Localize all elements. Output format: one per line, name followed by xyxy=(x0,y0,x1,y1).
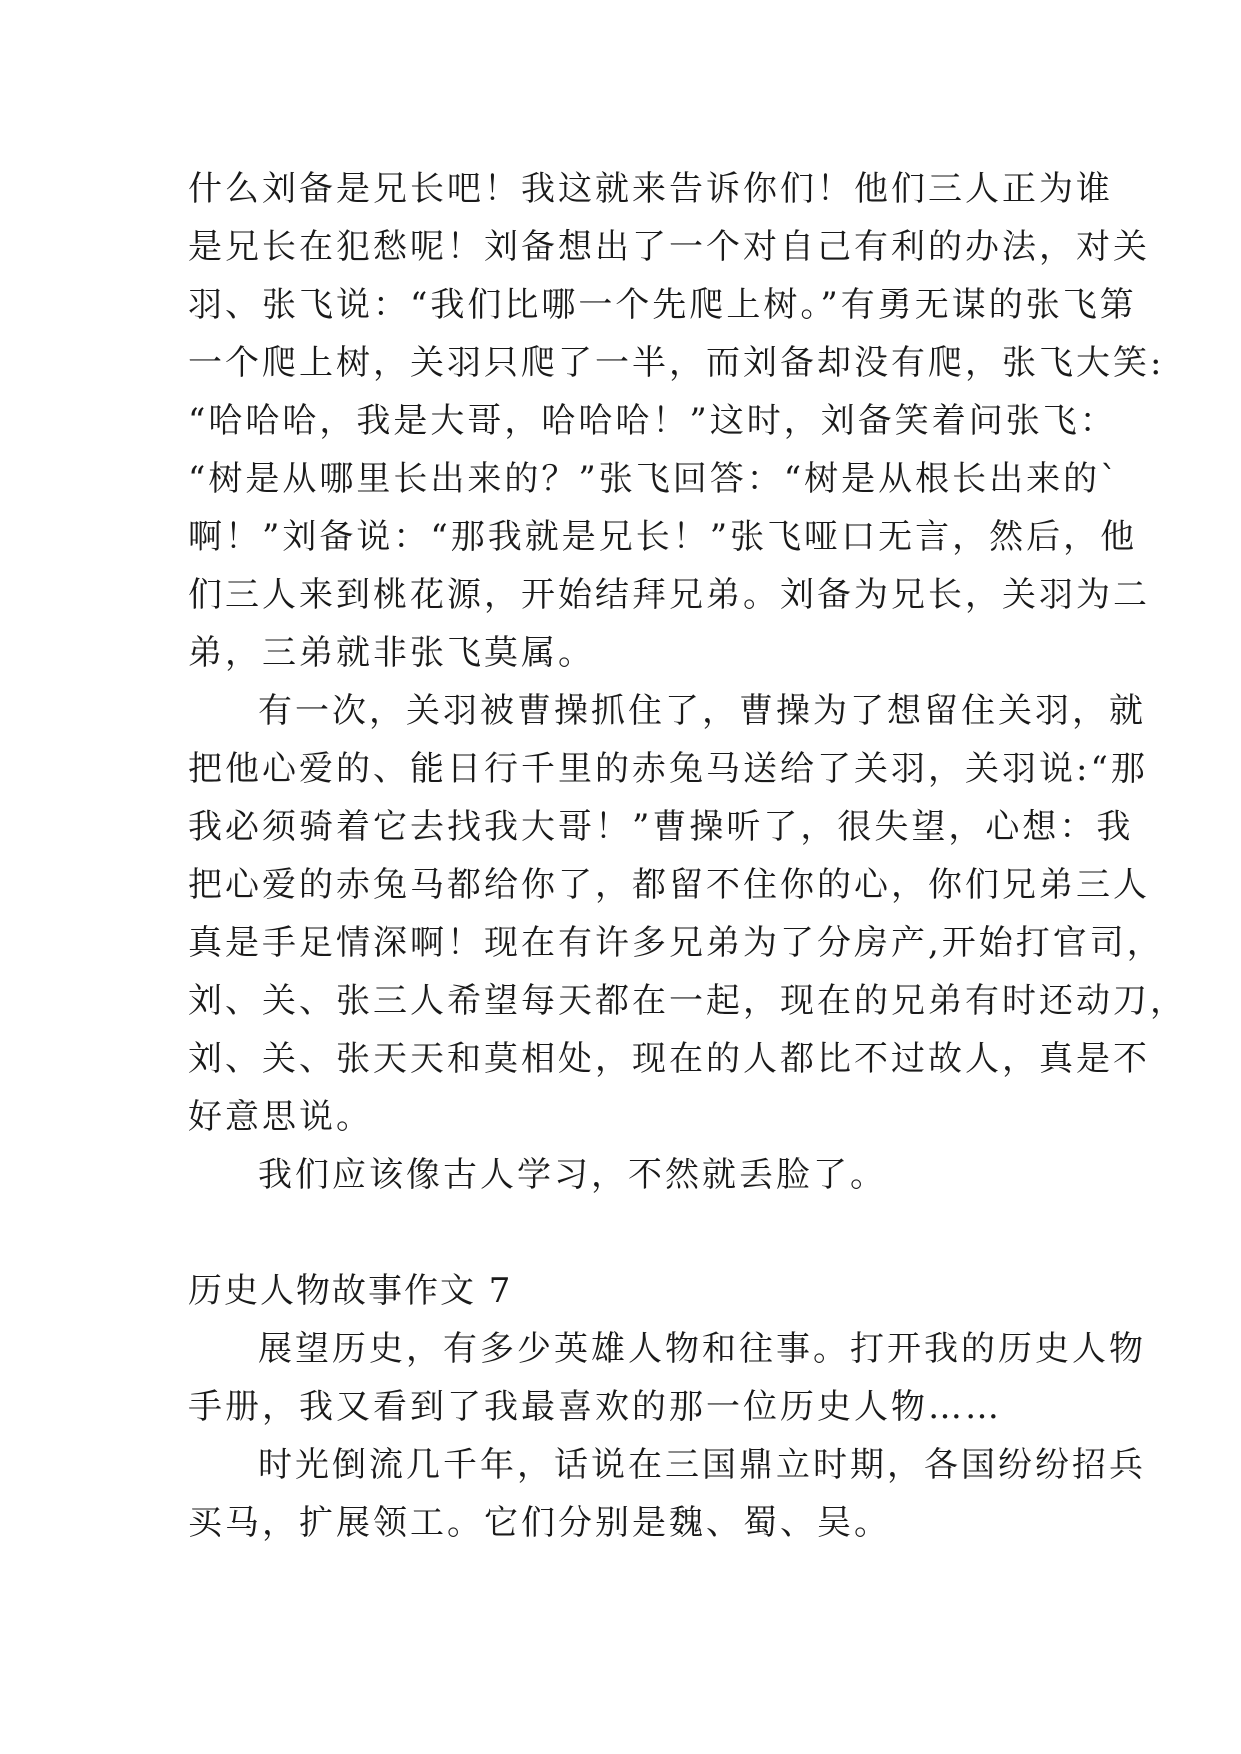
text-line: 是兄长在犯愁呢！刘备想出了一个对自己有利的办法，对关 xyxy=(188,227,1150,267)
text-line: 有一次，关羽被曹操抓住了，曹操为了想留住关羽，就 xyxy=(258,691,1146,731)
text-line: 刘、关、张天天和莫相处，现在的人都比不过故人，真是不 xyxy=(188,1039,1150,1079)
document-body xyxy=(188,160,1187,1552)
paragraph-5 xyxy=(188,1436,1146,1552)
text-line: 展望历史，有多少英雄人物和往事。打开我的历史人物 xyxy=(258,1329,1146,1369)
text-line: “哈哈哈，我是大哥，哈哈哈！”这时，刘备笑着问张飞： xyxy=(188,401,1117,441)
text-line: 刘、关、张三人希望每天都在一起，现在的兄弟有时还动刀， xyxy=(188,981,1187,1021)
text-line: 啊！”刘备说：“那我就是兄长！”张飞哑口无言，然后，他 xyxy=(188,517,1138,557)
section-heading: 历史人物故事作文 7 xyxy=(188,1271,513,1311)
text-line: “树是从哪里长出来的？”张飞回答：“树是从根长出来的` xyxy=(188,459,1121,499)
spacer xyxy=(188,1204,1058,1262)
paragraph-2 xyxy=(188,682,1187,1146)
text-line: 我必须骑着它去找我大哥！”曹操听了，很失望，心想：我 xyxy=(188,807,1134,847)
text-line: 时光倒流几千年，话说在三国鼎立时期，各国纷纷招兵 xyxy=(258,1445,1146,1485)
text-line: 把他心爱的、能日行千里的赤兔马送给了关羽，关羽说:“那 xyxy=(188,749,1148,789)
text-line: 们三人来到桃花源，开始结拜兄弟。刘备为兄长，关羽为二 xyxy=(188,575,1150,615)
paragraph-4 xyxy=(188,1320,1146,1436)
text-line: 手册，我又看到了我最喜欢的那一位历史人物…… xyxy=(188,1387,1002,1427)
text-line: 好意思说。 xyxy=(188,1097,373,1137)
text-line: 一个爬上树，关羽只爬了一半，而刘备却没有爬，张飞大笑: xyxy=(188,343,1165,383)
paragraph-1 xyxy=(188,160,1165,682)
text-line: 我们应该像古人学习，不然就丢脸了。 xyxy=(258,1155,887,1195)
text-line: 羽、张飞说：“我们比哪一个先爬上树。”有勇无谋的张飞第 xyxy=(188,285,1137,325)
text-line: 真是手足情深啊！现在有许多兄弟为了分房产,开始打官司， xyxy=(188,923,1164,963)
text-line: 弟，三弟就非张飞莫属。 xyxy=(188,633,595,673)
text-line: 买马，扩展领工。它们分别是魏、蜀、吴。 xyxy=(188,1503,891,1543)
text-line: 把心爱的赤兔马都给你了，都留不住你的心，你们兄弟三人 xyxy=(188,865,1150,905)
paragraph-3 xyxy=(188,1146,1058,1204)
text-line: 什么刘备是兄长吧！我这就来告诉你们！他们三人正为谁 xyxy=(188,169,1113,209)
